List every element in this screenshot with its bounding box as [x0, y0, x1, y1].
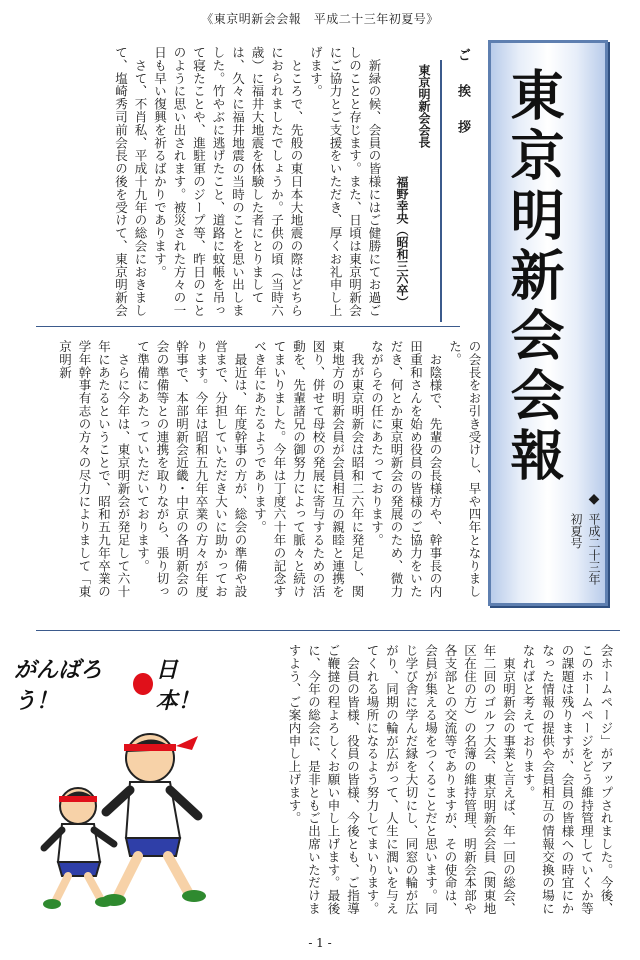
- paragraph: 会ホームページ」がアップされました。今後、このホームページをどう維持管理していくか等の課題は残りますが、会員の皆様への時宜にかなった情報の提供や会員相互の情報交換の場になればと考えております。: [521, 644, 614, 915]
- author-name: 福野幸央（昭和三六卒）: [395, 176, 409, 308]
- greeting-divider: [440, 60, 442, 322]
- body-column-2: [36, 340, 484, 610]
- author-name-block: [390, 176, 412, 326]
- small-runner-icon: [43, 788, 114, 909]
- banner-left-text: がんばろう！: [14, 658, 103, 714]
- masthead-box: [488, 40, 608, 606]
- big-runner-icon: [102, 734, 206, 906]
- page-number: - 1 -: [308, 936, 332, 950]
- section-divider-2: [36, 630, 620, 631]
- greeting-label: ご 挨 拶: [455, 48, 470, 137]
- paragraph: 最近は、年度幹事の方が、総会の準備や設営まで、分担していただき大いに助かっております。今年は昭和五九年卒業の方々が年度幹事で、本部明新会近畿・中京の各明新会の会の準備等との連携を取りながら、張り切って準備にあたっていただいております。: [135, 340, 248, 598]
- masthead-date: 平成二十三年 初夏号: [569, 513, 601, 597]
- author-affiliation: 東京明新会会長: [417, 64, 431, 148]
- paragraph: ところで、先般の東日本大地震の際はどちらにおられましたでしょうか。子供の頃（当時六歳）に福井大地震を体験した者にとりましては、久々に福井地震の当時のことを思い出しました。竹やぶに逃げたこと、道路に蚊帳を吊って寝たことや、進駐軍のジープ等、昨日のことのように思い出されます。被災された方々の一日も早い復興を祈るばかりであります。: [152, 46, 304, 317]
- red-sun-icon: [133, 673, 152, 695]
- ganbarou-banner: [14, 658, 214, 714]
- diamond-icon: ◆: [586, 491, 602, 507]
- section-divider-1: [36, 326, 460, 327]
- body-column-3: [226, 644, 616, 924]
- paragraph: 新緑の候、会員の皆様にはご健勝にてお過ごしのことと存じます。また、日頃は東京明新会にご協力とご支援をいただき、厚くお礼申し上げます。: [308, 46, 382, 317]
- paragraph: さらに今年は、東京明新会が発足して六十年にあたるということで、昭和五九年卒業の学年幹事有志の方々の尽力によりまして「東京明新: [57, 340, 131, 598]
- runners-illustration: [30, 720, 210, 910]
- body-column-1: [52, 46, 384, 318]
- paragraph: の会長をお引き受けし、早や四年となりました。: [447, 340, 482, 598]
- banner-right-text: 日本！: [155, 658, 200, 714]
- paragraph: 東京明新会の事業と言えば、年一回の総会、年二回のゴルフ大会、東京明新会会員（関東地区在住の方）の名簿の維持管理、明新会本部や各支部との交流等でありますが、その使命は、会員が集える場をつくることだと思います。同じ学び舎に学んだ縁を大切にし、同窓の輪が広がり、同期の輪が広がって、人生に潤いを与えてくれる場所になるよう努力してまいります。: [365, 644, 517, 915]
- paragraph: 会員の皆様、役員の皆様、今後とも、ご指導ご鞭撻の程よろしくお願い申し上げます。最後に、今年の総会に、是非ともご出席いただけますよう、ご案内申し上げます。: [287, 644, 361, 915]
- paragraph: お陰様で、先輩の会長様方や、幹事長の内田重和さんを始め役員の皆様のご協力をいただき、何とか東京明新会の発展のため、微力ながらその任にあたっております。: [369, 340, 443, 598]
- author-block: [412, 64, 434, 314]
- masthead-title: 東京明新会会報: [502, 67, 566, 487]
- paragraph: 我が東京明新会は昭和二六年に発足し、関東地方の明新会員が会員相互の親睦と連携を図り、併せて母校の発展に寄与するための活動を、先輩諸兄の御努力によって脈々と続けてまいりました。今年は丁度六十年の記念すべき年にあたるようであります。: [252, 340, 365, 598]
- masthead-date-block: [567, 491, 603, 601]
- page-header: 《東京明新会会報 平成二十三年初夏号》: [201, 12, 439, 26]
- paragraph: さて、不肖私、平成十九年の総会におきまして、塩崎秀司前会長の後を受けて、東京明新会: [113, 46, 148, 317]
